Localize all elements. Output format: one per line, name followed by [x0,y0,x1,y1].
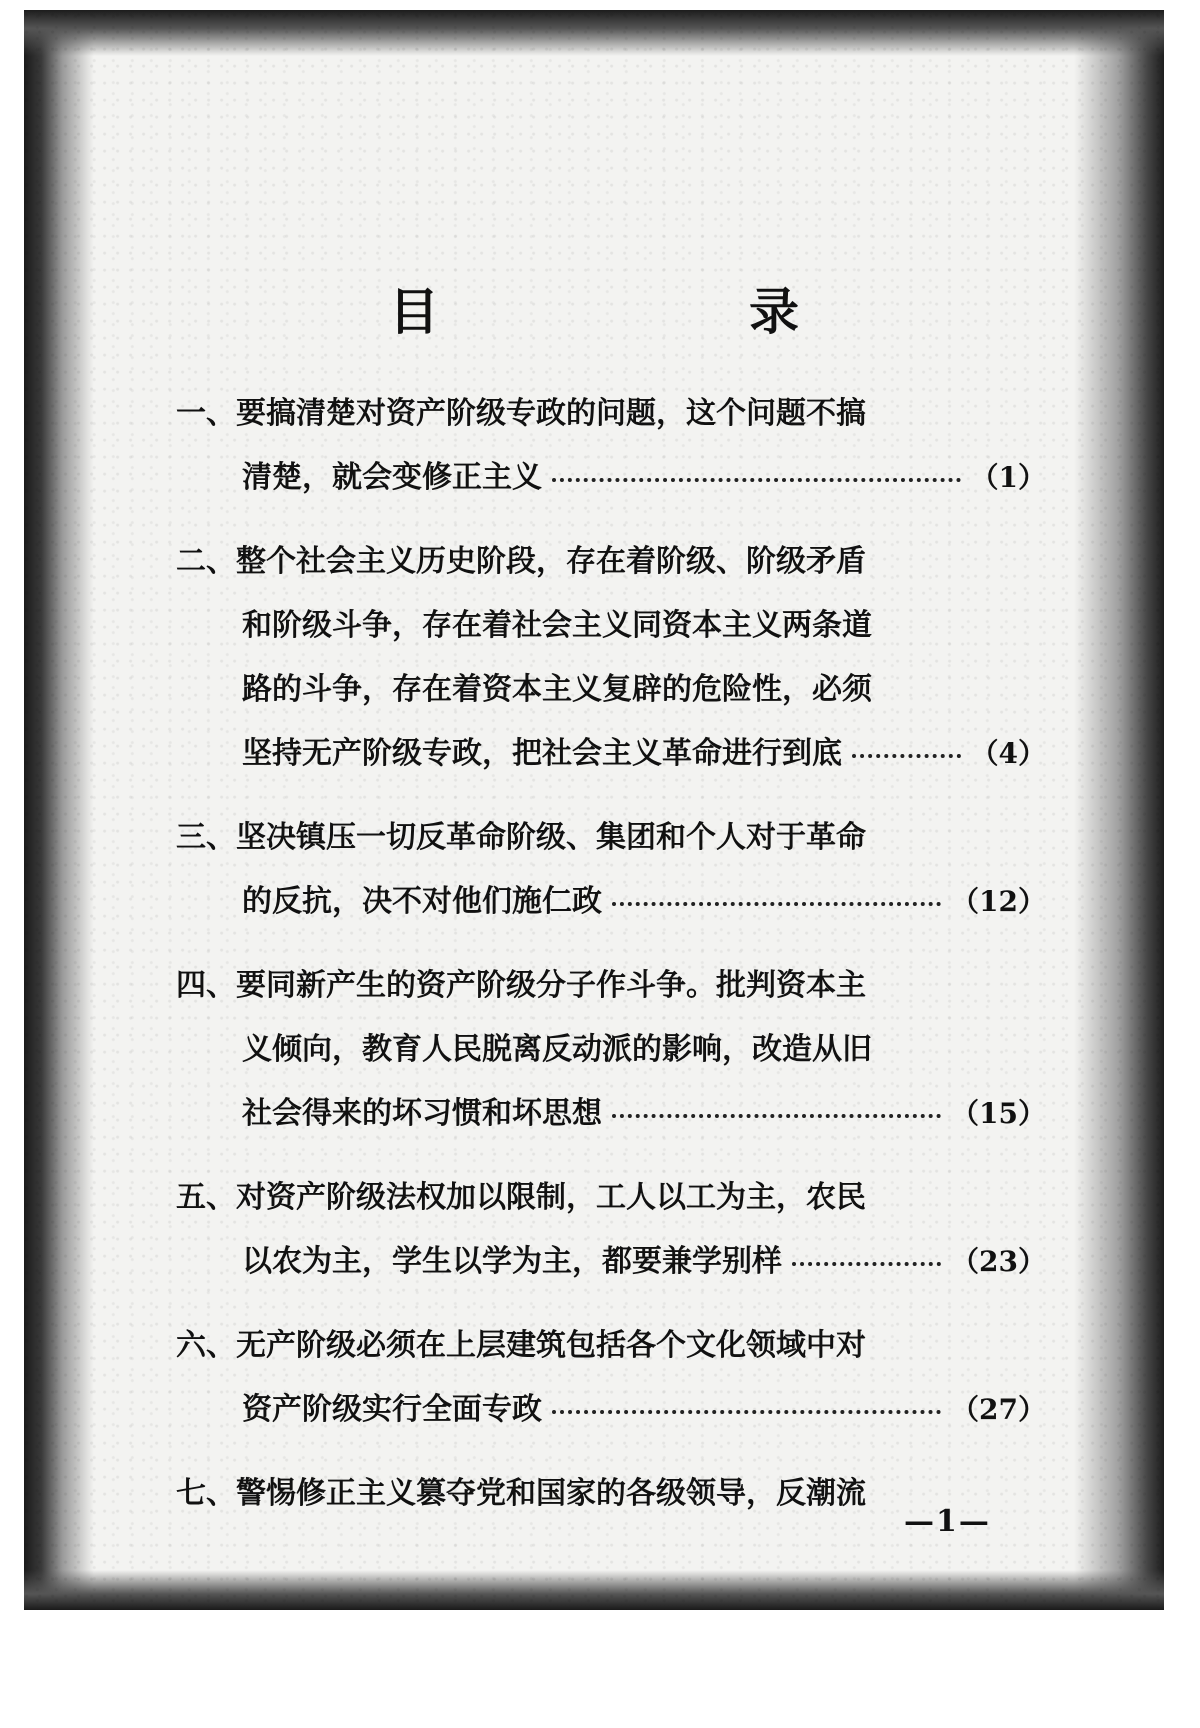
toc-line-text: 义倾向，教育人民脱离反动派的影响，改造从旧 [242,1032,872,1067]
scan-border-bottom [24,1570,1164,1610]
toc-line [176,806,1046,870]
toc-entry [176,382,1046,510]
toc-page-number: （12） [951,885,1046,918]
toc-line-text: 三、坚决镇压一切反革命阶级、集团和个人对于革命 [176,820,866,855]
toc-line-text: 以农为主，学生以学为主，都要兼学别样 [242,1244,782,1279]
toc-line [176,1230,1046,1294]
dot-leader [552,478,961,482]
page-title: 目 录 [389,283,929,341]
toc-line [176,1314,1046,1378]
toc-line [176,594,1046,658]
toc-page-number: （23） [951,1245,1046,1278]
toc-line [176,954,1046,1018]
toc-line-text: 六、无产阶级必须在上层建筑包括各个文化领域中对 [176,1328,866,1363]
toc-line [176,1018,1046,1082]
table-of-contents [176,382,1046,1546]
toc-line-text: 一、要搞清楚对资产阶级专政的问题，这个问题不搞 [176,396,866,431]
toc-line-text: 二、整个社会主义历史阶段，存在着阶级、阶级矛盾 [176,544,866,579]
toc-line [176,382,1046,446]
page-number-footer: —1— [904,1504,991,1539]
toc-line-text: 路的斗争，存在着资本主义复辟的危险性，必须 [242,672,872,707]
toc-page-number: （1） [970,461,1046,494]
toc-page-number: （15） [951,1097,1046,1130]
dot-leader [612,1114,941,1118]
toc-line [176,1166,1046,1230]
toc-line [176,722,1046,786]
toc-line [176,1082,1046,1146]
toc-line [176,1378,1046,1442]
dot-leader [612,902,941,906]
toc-line [176,530,1046,594]
dot-leader [552,1410,941,1414]
toc-entry [176,1166,1046,1294]
toc-line-text: 四、要同新产生的资产阶级分子作斗争。批判资本主 [176,968,866,1003]
toc-line-text: 五、对资产阶级法权加以限制，工人以工为主，农民 [176,1180,866,1215]
toc-entry [176,954,1046,1146]
toc-line-text: 七、警惕修正主义篡夺党和国家的各级领导，反潮流 [176,1476,866,1511]
toc-line-text: 资产阶级实行全面专政 [242,1392,542,1427]
toc-page-number: （27） [951,1393,1046,1426]
scan-border-top [24,10,1164,56]
toc-line-text: 的反抗，决不对他们施仁政 [242,884,602,919]
toc-entry [176,530,1046,786]
toc-line-text: 坚持无产阶级专政，把社会主义革命进行到底 [242,736,842,771]
scan-border-right [1074,10,1164,1610]
scanned-page [24,10,1164,1610]
toc-line-text: 社会得来的坏习惯和坏思想 [242,1096,602,1131]
toc-line [176,870,1046,934]
toc-entry [176,1314,1046,1442]
toc-line-text: 清楚，就会变修正主义 [242,460,542,495]
dot-leader [792,1262,941,1266]
dot-leader [852,754,961,758]
toc-line-text: 和阶级斗争，存在着社会主义同资本主义两条道 [242,608,872,643]
toc-line [176,446,1046,510]
toc-line [176,658,1046,722]
scan-border-left [24,10,94,1610]
toc-entry [176,806,1046,934]
toc-page-number: （4） [970,737,1046,770]
